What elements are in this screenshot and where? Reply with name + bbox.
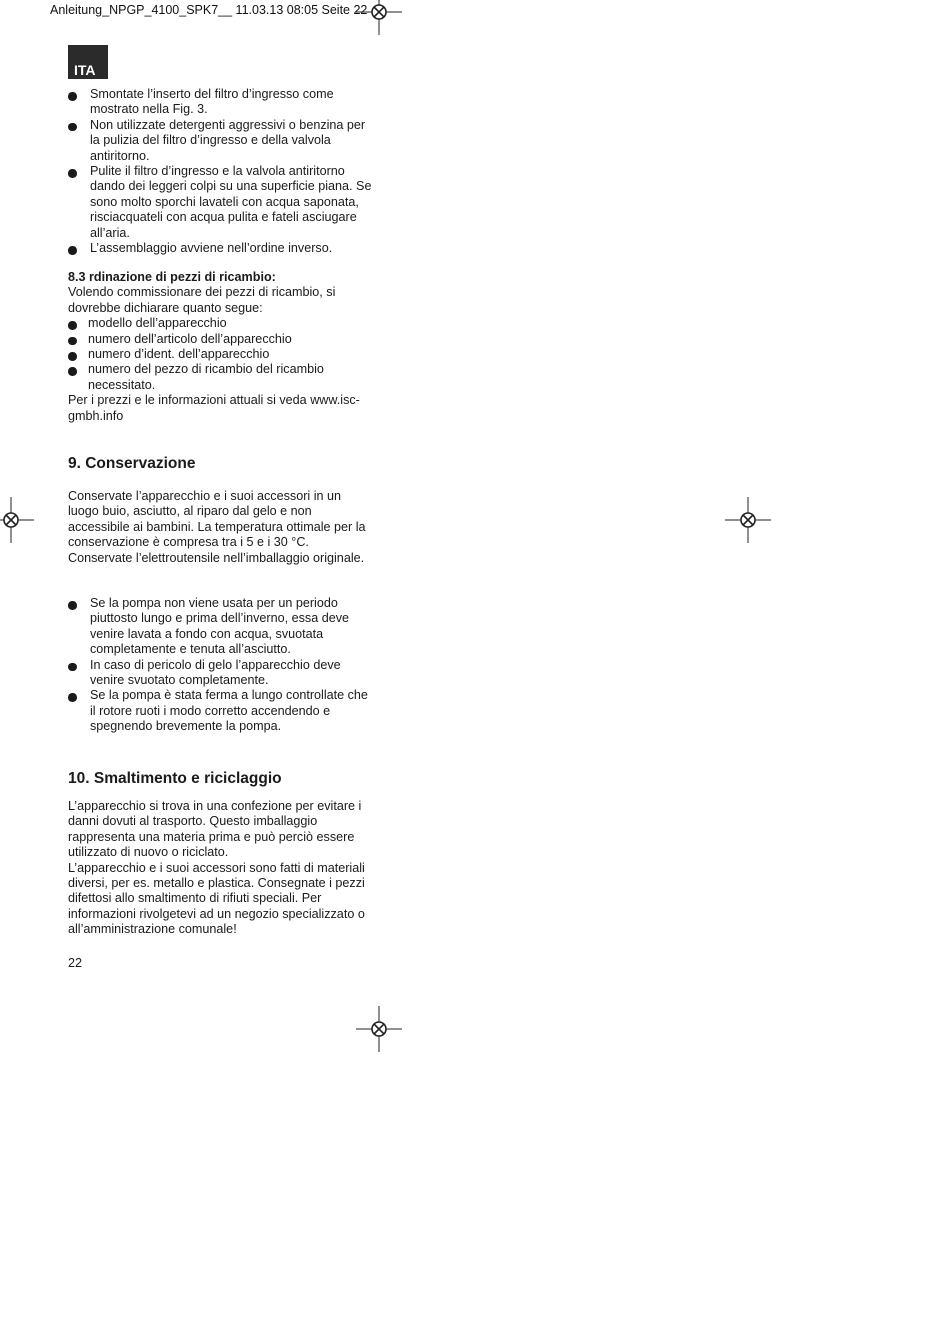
registration-mark-icon <box>725 497 771 543</box>
storage-bullets-section <box>68 596 373 735</box>
registration-mark-icon <box>356 1006 402 1052</box>
disposal-paragraph-1: L’apparecchio si trova in una confezione per evitare i danni dovuti al trasporto. Questo imballaggio rappresenta una materia prima e può perciò essere utilizzato di nuovo o riciclato. <box>68 799 362 860</box>
disposal-section <box>68 799 373 938</box>
spare-parts-section <box>68 270 373 424</box>
spare-parts-heading: 8.3 rdinazione di pezzi di ricambio: <box>68 270 276 284</box>
spare-parts-outro: Per i prezzi e le informazioni attuali si veda www.isc-gmbh.info <box>68 393 360 423</box>
disposal-paragraph-2: L’apparecchio e i suoi accessori sono fatti di materiali diversi, per es. metallo e plastica. Consegnate i pezzi difettosi allo smaltimento di rifiuti speciali. Per informazioni rivolgetevi ad un negozio specializzato o all’amministrazione comunale! <box>68 860 365 937</box>
print-header-line: Anleitung_NPGP_4100_SPK7__ 11.03.13 08:05 Seite 22 <box>50 3 368 17</box>
cleaning-bullet-list <box>68 87 373 256</box>
disposal-heading: 10. Smaltimento e riciclaggio <box>68 770 282 787</box>
list-item: modello dell’apparecchio <box>68 316 373 331</box>
list-item: In caso di pericolo di gelo l’apparecchio deve venire svuotato completamente. <box>68 658 373 689</box>
list-item: numero dell’articolo dell’apparecchio <box>68 332 373 347</box>
registration-mark-icon <box>0 497 34 543</box>
list-item: Se la pompa è stata ferma a lungo controllate che il rotore ruoti i modo corretto accendendo e spegnendo brevemente la pompa. <box>68 688 373 734</box>
storage-heading: 9. Conservazione <box>68 455 196 472</box>
registration-mark-icon <box>356 0 402 35</box>
list-item: numero del pezzo di ricambio del ricambio necessitato. <box>68 362 373 393</box>
list-item: Se la pompa non viene usata per un periodo piuttosto lungo e prima dell’inverno, essa deve venire lavata a fondo con acqua, svuotata completamente e tenuta all’asciutto. <box>68 596 373 658</box>
page-number: 22 <box>68 956 83 970</box>
cleaning-section <box>68 87 373 256</box>
list-item: L’assemblaggio avviene nell’ordine inverso. <box>68 241 373 256</box>
language-badge: ITA <box>68 45 108 79</box>
storage-paragraph: Conservate l’apparecchio e i suoi accessori in un luogo buio, asciutto, al riparo dal gelo e non accessibile ai bambini. La temperatura ottimale per la conservazione è compresa tra i 5 e i 30 °C. Conservate l’elettroutensile nell’imballaggio originale. <box>68 489 366 565</box>
list-item: numero d’ident. dell’apparecchio <box>68 347 373 362</box>
list-item: Smontate l’inserto del filtro d’ingresso come mostrato nella Fig. 3. <box>68 87 373 118</box>
spare-parts-intro: Volendo commissionare dei pezzi di ricambio, si dovrebbe dichiarare quanto segue: <box>68 285 336 315</box>
list-item: Pulite il filtro d’ingresso e la valvola antiritorno dando dei leggeri colpi su una superficie piana. Se sono molto sporchi lavateli con acqua saponata, risciacquateli con acqua pulita e fateli asciugare all’aria. <box>68 164 373 241</box>
storage-bullet-list <box>68 596 373 735</box>
spare-parts-list <box>68 316 373 393</box>
list-item: Non utilizzate detergenti aggressivi o benzina per la pulizia del filtro d’ingresso e della valvola antiritorno. <box>68 118 373 164</box>
